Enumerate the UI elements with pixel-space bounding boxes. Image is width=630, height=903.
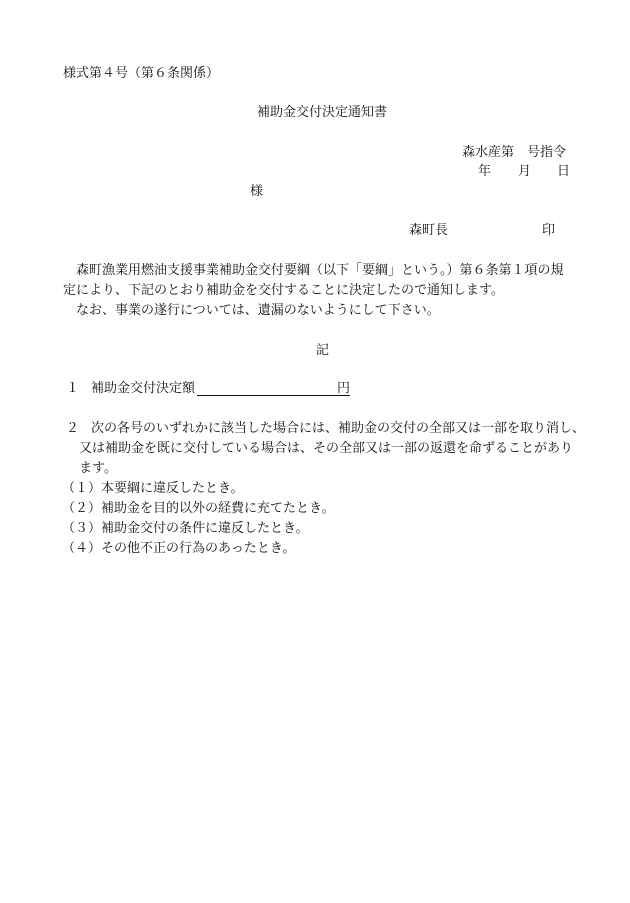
document-number: 森水産第 号指令: [462, 145, 567, 160]
issuer-seal: 印: [542, 223, 556, 238]
body-paragraph-2: なお、事業の遂行については、遺漏のないようにして下さい。: [76, 303, 440, 318]
item-2-line-1: [66, 422, 585, 435]
item-1-label: 補助金交付決定額: [91, 381, 196, 396]
ki-heading: 記: [316, 343, 330, 358]
body-paragraph-1-line-2: 定により、下記のとおり補助金を交付することに決定したので通知します。: [63, 283, 504, 298]
issue-date: [478, 165, 570, 178]
sub-item-3: （３）補助金交付の条件に違反したとき。: [62, 521, 309, 536]
item-1-unit: 円: [337, 381, 351, 396]
item-2-text-1: 次の各号のいずれかに該当した場合には、補助金の交付の全部又は一部を取り消し、: [91, 421, 586, 436]
item-2-line-2: 又は補助金を既に交付している場合は、その全部又は一部の返還を命ずることがあり: [79, 441, 574, 456]
form-number: 様式第４号（第６条関係）: [63, 66, 220, 81]
sub-item-2: （２）補助金を目的以外の経費に充てたとき。: [62, 501, 335, 516]
sub-item-1: （１）本要綱に違反したとき。: [62, 481, 244, 496]
item-2-line-3: ます。: [79, 461, 117, 476]
date-year: 年: [478, 164, 492, 179]
document-title: 補助金交付決定通知書: [257, 105, 388, 120]
date-month: 月: [518, 164, 532, 179]
issuer-name: 森町長: [409, 223, 449, 238]
amount-blank: [197, 382, 337, 396]
item-1-number: １: [66, 381, 80, 396]
body-paragraph-1-line-1: 森町漁業用燃油支援事業補助金交付要綱（以下「要綱」という。）第６条第１項の規: [76, 263, 564, 278]
item-2-number: ２: [66, 421, 80, 436]
sub-item-4: （４）その他不正の行為のあったとき。: [62, 541, 296, 556]
recipient-suffix: 様: [250, 184, 264, 199]
item-1: [66, 382, 350, 396]
date-day: 日: [557, 164, 571, 179]
